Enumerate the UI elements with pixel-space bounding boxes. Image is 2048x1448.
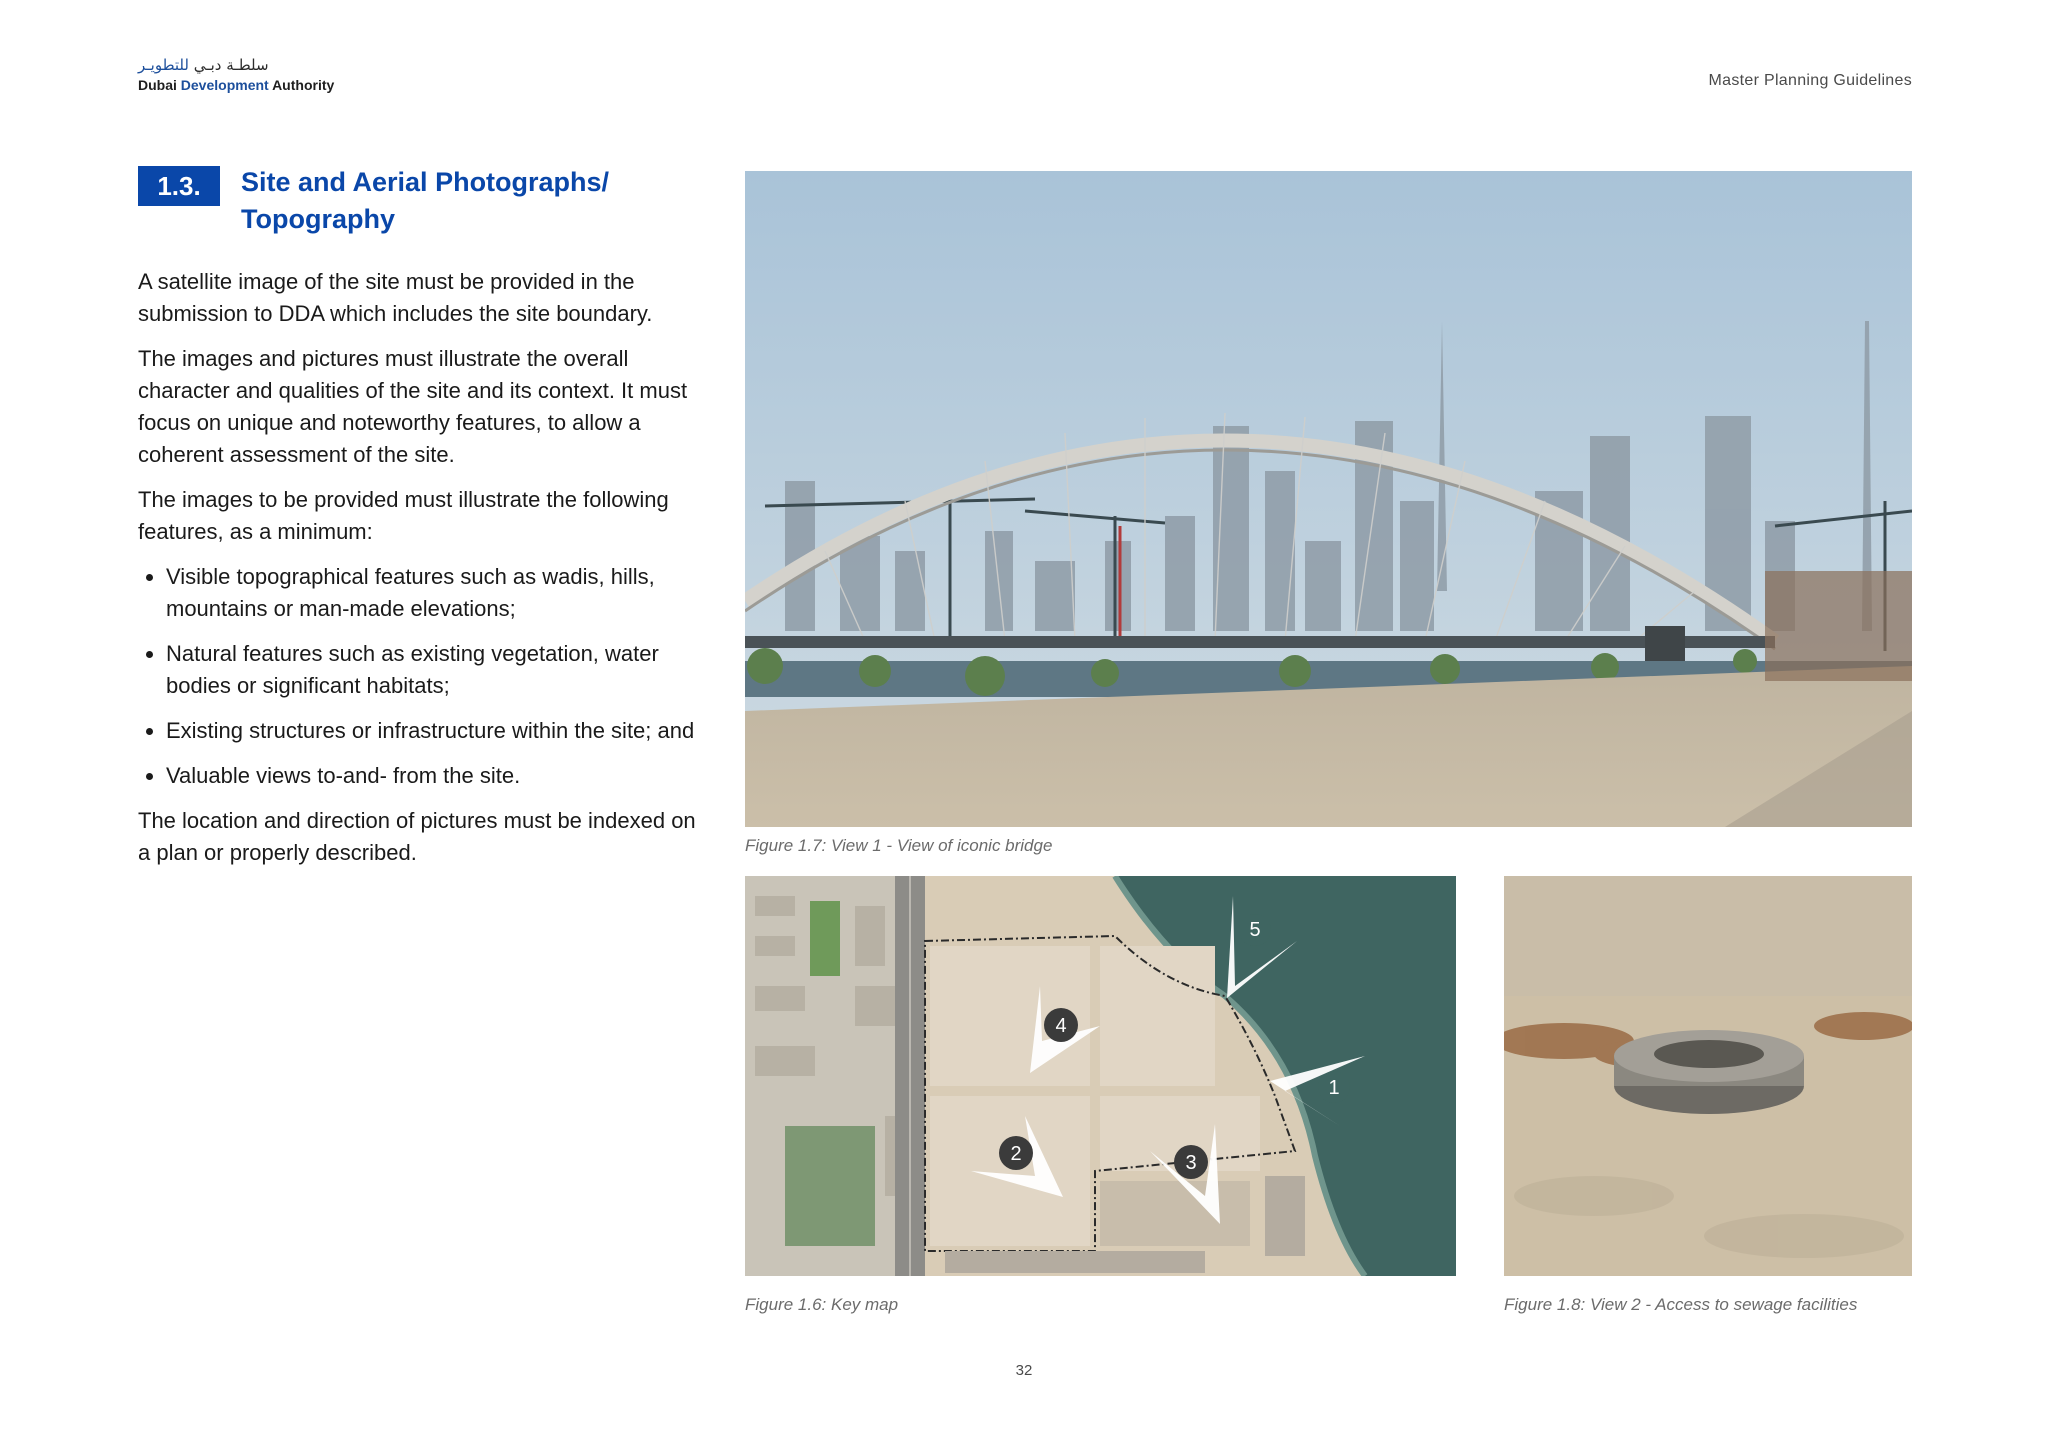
key-map-illustration bbox=[745, 876, 1456, 1276]
section-title bbox=[241, 164, 711, 238]
body-text bbox=[138, 266, 713, 882]
bridge-photo bbox=[745, 171, 1912, 827]
section-number: 1.3. bbox=[138, 166, 220, 206]
logo-english: Dubai Development Authority bbox=[138, 77, 335, 93]
marker-5: 5 bbox=[1249, 919, 1261, 941]
page-number: 32 bbox=[1015, 1362, 1033, 1379]
marker-3: 3 bbox=[1185, 1152, 1197, 1174]
figure-1-6-caption: Figure 1.6: Key map bbox=[745, 1295, 899, 1314]
paragraph-4: The location and direction of pictures must be indexed on a plan or properly described. bbox=[138, 808, 696, 865]
list-item: • Existing structures or infrastructure within the site; and bbox=[166, 715, 713, 747]
marker-2: 2 bbox=[1010, 1143, 1022, 1165]
dda-logo bbox=[138, 56, 334, 94]
key-map bbox=[745, 876, 1456, 1276]
list-item: • Visible topographical features such as wadis, hills, mountains or man-made elevations; bbox=[166, 561, 713, 625]
marker-4: 4 bbox=[1055, 1015, 1067, 1037]
section-title-line1: Site and Aerial Photographs/ bbox=[241, 167, 610, 197]
logo-arabic: سلطـة دبـي للتطويـر bbox=[138, 56, 269, 74]
paragraph-1: A satellite image of the site must be provided in the submission to DDA which includes the site boundary. bbox=[138, 269, 653, 326]
feature-list bbox=[138, 561, 713, 792]
document-title: Master Planning Guidelines bbox=[1708, 72, 1912, 89]
figure-1-8-caption: Figure 1.8: View 2 - Access to sewage facilities bbox=[1504, 1295, 1858, 1314]
section-title-line2: Topography bbox=[241, 204, 395, 234]
marker-1: 1 bbox=[1328, 1077, 1340, 1099]
figure-1-7-caption: Figure 1.7: View 1 - View of iconic bridge bbox=[745, 836, 1053, 855]
paragraph-3: The images to be provided must illustrate the following features, as a minimum: bbox=[138, 487, 669, 544]
list-item: • Natural features such as existing vegetation, water bodies or significant habitats; bbox=[166, 638, 713, 702]
list-item: • Valuable views to-and- from the site. bbox=[166, 760, 713, 792]
bridge-illustration bbox=[745, 171, 1912, 827]
sewage-illustration bbox=[1504, 876, 1912, 1276]
paragraph-2: The images and pictures must illustrate the overall character and qualities of the site and its context. It must focus on unique and noteworthy features, to allow a coherent assessment of the site. bbox=[138, 346, 688, 467]
sewage-access-photo bbox=[1504, 876, 1912, 1276]
